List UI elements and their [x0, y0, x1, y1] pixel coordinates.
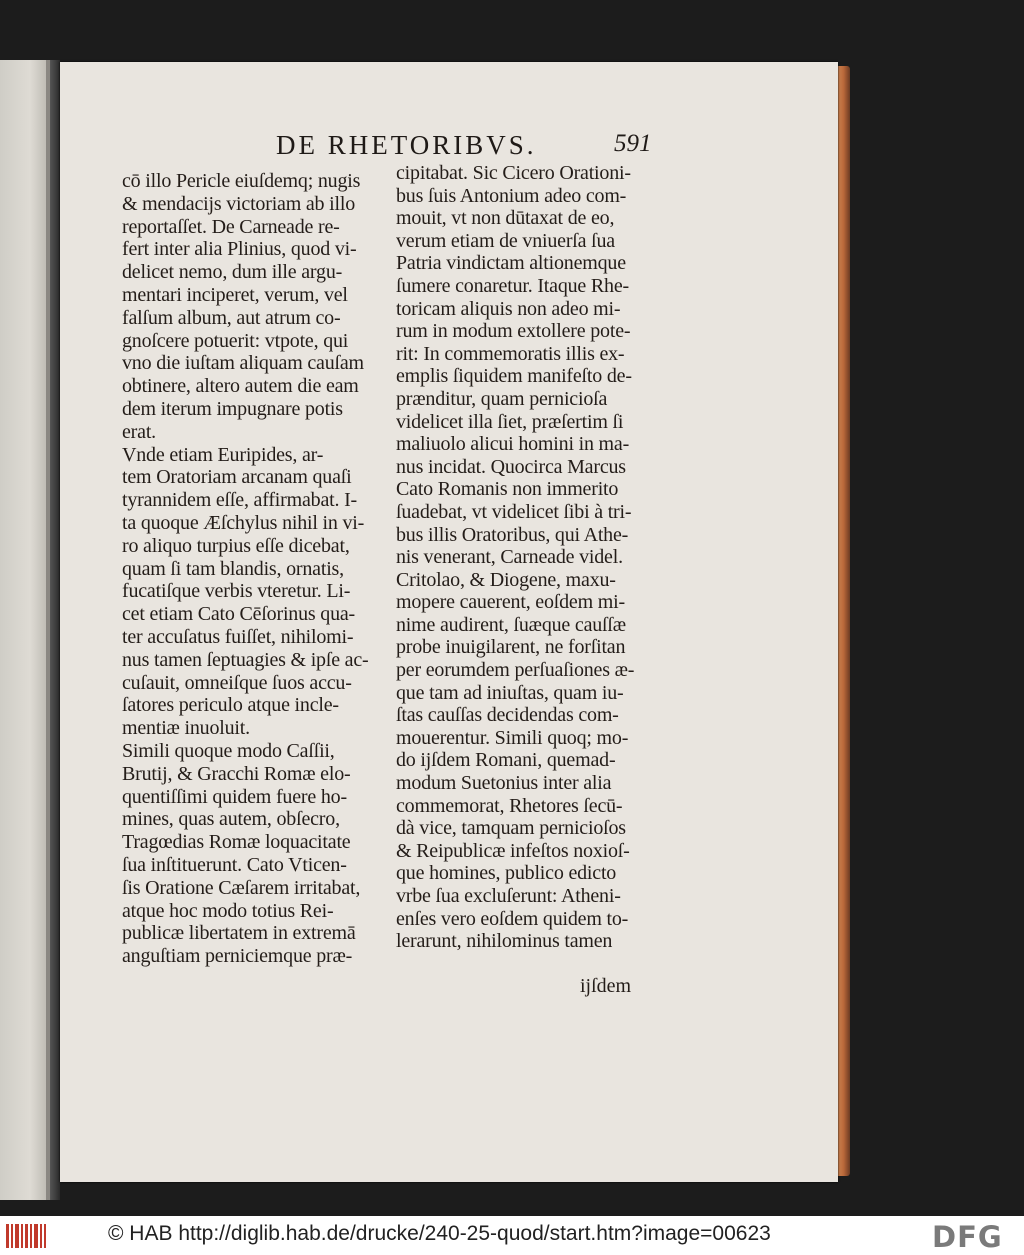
text-line: ſuadebat, vt videlicet ſibi à tri-	[396, 500, 632, 523]
text-line: delicet nemo, dum ille argu-	[122, 261, 343, 284]
text-line: nus tamen ſeptuagies & ipſe ac-	[122, 648, 369, 671]
text-line: fucatiſque verbis vteretur. Li-	[122, 580, 351, 603]
left-text-column	[122, 170, 384, 968]
text-line: obtinere, altero autem die eam	[122, 375, 359, 398]
text-line: anguſtiam perniciemque præ-	[122, 945, 353, 968]
footer-bar	[0, 1216, 1024, 1255]
text-line: & Reipublicæ infeſtos noxioſ-	[396, 839, 630, 862]
text-line: prænditur, quam pernicioſa	[396, 387, 608, 410]
text-line: ſtas cauſſas decidendas com-	[396, 704, 619, 727]
text-line: cuſauit, omneiſque ſuos accu-	[122, 671, 352, 694]
dfg-logo: DFG	[932, 1220, 1003, 1254]
text-line: Tragœdias Romæ loquacitate	[122, 831, 351, 854]
text-line: & mendacijs victoriam ab illo	[122, 192, 356, 215]
text-line: ſumere conaretur. Itaque Rhe-	[396, 274, 629, 297]
text-line: gnoſcere potuerit: vtpote, qui	[122, 329, 349, 352]
text-line: enſes vero eoſdem quidem to-	[396, 907, 629, 930]
text-line: falſum album, aut atrum co-	[122, 306, 341, 329]
text-line: fert inter alia Plinius, quod vi-	[122, 238, 357, 261]
text-line: modum Suetonius inter alia	[396, 772, 612, 795]
text-line: nis venerant, Carneade videl.	[396, 546, 623, 569]
text-line: bus ſuis Antonium adeo com-	[396, 184, 627, 207]
text-line: erat.	[122, 420, 156, 443]
text-line: videlicet illa ſiet, præſertim ſi	[396, 410, 624, 433]
text-line: reportaſſet. De Carneade re-	[122, 215, 340, 238]
text-line: do ijſdem Romani, quemad-	[396, 749, 616, 772]
text-line: rum in modum extollere pote-	[396, 320, 631, 343]
text-line: ſua inſtituerunt. Cato Vticen-	[122, 853, 347, 876]
text-line: tyrannidem eſſe, affirmabat. I-	[122, 489, 357, 512]
text-line: cipitabat. Sic Cicero Orationi-	[396, 162, 631, 184]
copyright-link[interactable]: © HAB http://diglib.hab.de/drucke/240-25-quod/start.htm?image=00623	[108, 1222, 771, 1245]
text-line: maliuolo alicui homini in ma-	[396, 433, 630, 456]
text-line: lerarunt, nihilominus tamen	[396, 930, 613, 953]
text-line: que homines, publico edicto	[396, 862, 617, 885]
right-text-column	[396, 162, 658, 953]
text-line: toricam aliquis non adeo mi-	[396, 297, 621, 320]
text-line: mouit, vt non dūtaxat de eo,	[396, 207, 615, 230]
text-line: dà vice, tamquam pernicioſos	[396, 817, 626, 840]
text-line: nime audirent, ſuæque cauſſæ	[396, 613, 626, 636]
text-line: Simili quoque modo Caſſii,	[122, 739, 335, 762]
text-line: emplis ſiquidem manifeſto de-	[396, 365, 632, 388]
text-line: commemorat, Rhetores ſecū-	[396, 794, 623, 817]
text-line: mopere cauerent, eoſdem mi-	[396, 591, 625, 614]
text-line: probe inuigilarent, ne forſitan	[396, 636, 626, 659]
text-line: dem iterum impugnare potis	[122, 397, 343, 420]
text-line: ſatores periculo atque incle-	[122, 694, 339, 717]
text-line: tem Oratoriam arcanam quaſi	[122, 466, 352, 489]
text-line: Critolao, & Diogene, maxu-	[396, 568, 616, 591]
text-line: publicæ libertatem in extremā	[122, 922, 356, 945]
text-line: cō illo Pericle eiuſdemq; nugis	[122, 170, 361, 192]
text-line: Patria vindictam altionemque	[396, 252, 626, 275]
text-line: ſis Oratione Cæſarem irritabat,	[122, 876, 361, 899]
text-line: atque hoc modo totius Rei-	[122, 899, 334, 922]
text-line: cet etiam Cato Cēſorinus qua-	[122, 603, 356, 626]
text-line: mines, quas autem, obſecro,	[122, 808, 340, 831]
barcode-icon	[4, 1221, 48, 1251]
text-line: mouerentur. Simili quoq; mo-	[396, 726, 629, 749]
text-line: ro aliquo turpius eſſe dicebat,	[122, 534, 350, 557]
text-line: vno die iuſtam aliquam cauſam	[122, 352, 364, 375]
text-line: quam ſi tam blandis, ornatis,	[122, 557, 344, 580]
text-line: mentari inciperet, verum, vel	[122, 283, 348, 306]
text-line: per eorumdem perſuaſiones æ-	[396, 659, 635, 682]
text-line: Cato Romanis non immerito	[396, 478, 619, 501]
text-line: quentiſſimi quidem fuere ho-	[122, 785, 347, 808]
text-line: ta quoque Æſchylus nihil in vi-	[122, 511, 365, 534]
text-line: Vnde etiam Euripides, ar-	[122, 443, 324, 466]
text-line: nus incidat. Quocirca Marcus	[396, 455, 626, 478]
text-line: ter accuſatus fuiſſet, nihilomi-	[122, 625, 354, 648]
text-line: Brutij, & Gracchi Romæ elo-	[122, 762, 351, 785]
gutter-shadow	[50, 60, 60, 1200]
text-line: verum etiam de vniuerſa ſua	[396, 229, 615, 252]
page-number: 591	[614, 130, 652, 157]
text-line: vrbe ſua excluſerunt: Atheni-	[396, 885, 621, 907]
catchword: ijſdem	[580, 975, 632, 997]
running-header: DE RHETORIBVS.	[276, 130, 537, 160]
text-line: mentiæ inuoluit.	[122, 717, 250, 740]
text-line: que tam ad iniuſtas, quam iu-	[396, 681, 624, 704]
text-line: rit: In commemoratis illis ex-	[396, 342, 625, 365]
text-line: bus illis Oratoribus, qui Athe-	[396, 523, 629, 546]
facing-page-fragment	[0, 60, 50, 1200]
